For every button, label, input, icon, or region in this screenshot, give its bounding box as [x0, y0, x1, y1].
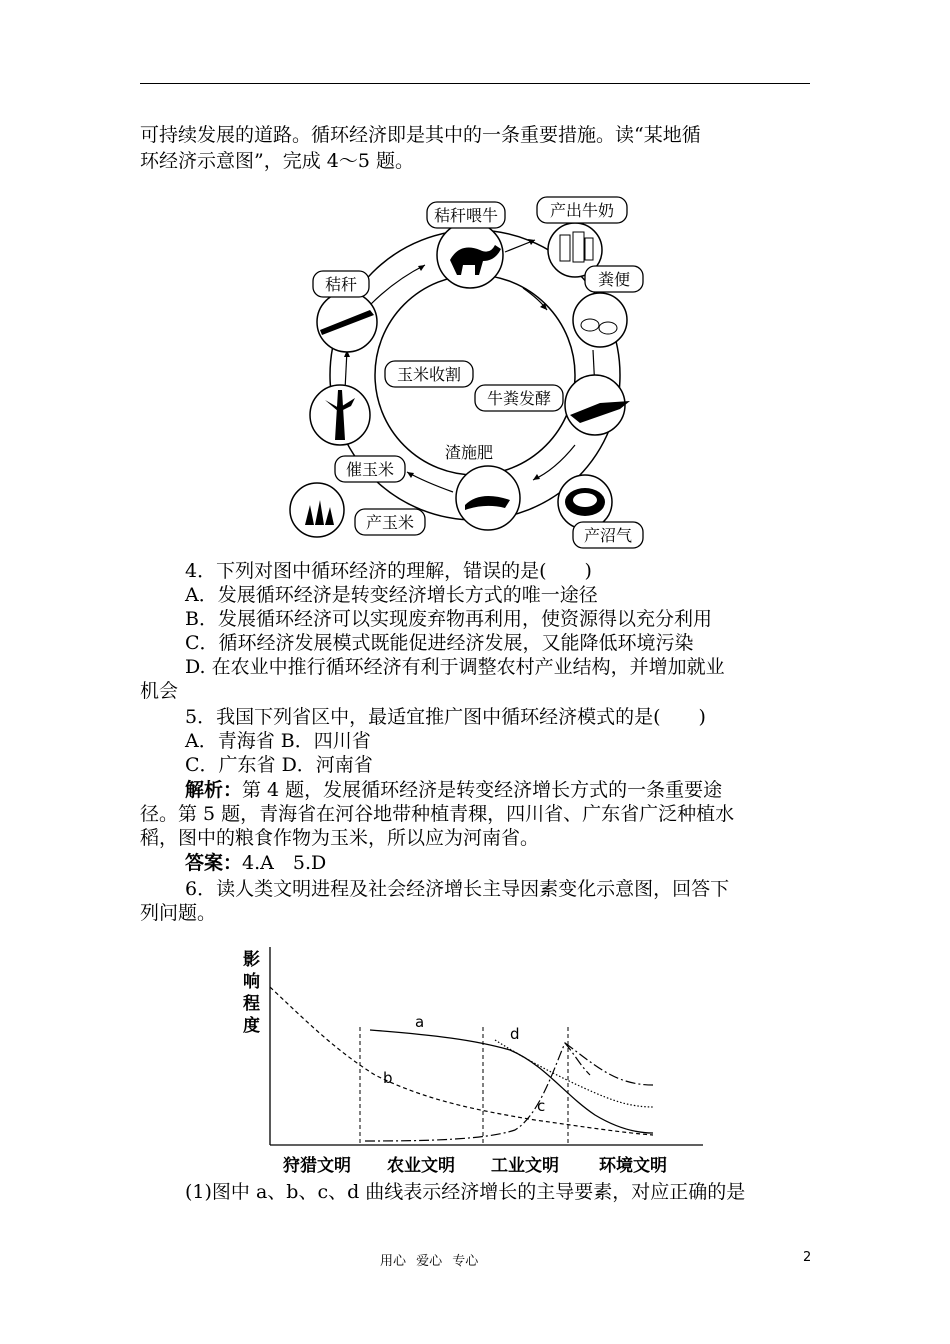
series-a-label: a: [415, 1013, 425, 1031]
answer-label: 答案：: [185, 852, 243, 874]
corn-icon: [290, 483, 344, 537]
label-corn-harvest: [385, 361, 473, 387]
q4-option-d-cont: 机会: [140, 680, 179, 702]
label-ripen-corn: [335, 456, 405, 482]
series-c-line: [365, 1043, 590, 1141]
header-rule: [140, 83, 810, 84]
x-tick-label: 农业文明: [387, 1156, 455, 1176]
y-axis-label: [243, 949, 260, 1036]
analysis-line-3: 稻，图中的粮食作物为玉米，所以应为河南省。: [140, 827, 540, 849]
q4-option-c: C．循环经济发展模式既能促进经济发展，又能降低环境污染: [185, 632, 694, 654]
cycle-diagram: [285, 190, 665, 550]
label-straw-feed-cattle: [427, 202, 505, 228]
q4-option-d: D. 在农业中推行循环经济有利于调整农村产业结构，并增加就业: [185, 656, 725, 678]
series-c-label: c: [537, 1097, 546, 1115]
svg-text:产玉米: 产玉米: [365, 513, 415, 532]
straw-icon: [317, 292, 377, 352]
svg-text:粪便: 粪便: [597, 270, 631, 289]
q5-options-cd: C．广东省 D．河南省: [185, 754, 373, 776]
label-straw: [313, 271, 369, 297]
x-tick-labels: [282, 1155, 667, 1176]
x-tick-label: 环境文明: [599, 1156, 667, 1176]
svg-text:秸秆: 秸秆: [324, 275, 358, 294]
label-produce-biogas: [573, 522, 643, 548]
series-d-label: d: [510, 1025, 520, 1043]
analysis-text-1: 第 4 题，发展循环经济是转变经济增长方式的一条重要途: [242, 779, 723, 801]
q4-option-b: B．发展循环经济可以实现废弃物再利用，使资源得以充分利用: [185, 608, 712, 630]
intro-line-1: 可持续发展的道路。循环经济即是其中的一条重要措施。读“某地循: [140, 124, 701, 146]
series-b-line: [270, 987, 653, 1135]
x-tick-label: 狩猎文明: [283, 1156, 351, 1176]
q6-sub1: (1)图中 a、b、c、d 曲线表示经济增长的主导要素，对应正确的是: [185, 1181, 746, 1203]
svg-text:牛粪发酵: 牛粪发酵: [486, 389, 552, 408]
svg-text:渣施肥: 渣施肥: [444, 443, 494, 462]
page-number: 2: [803, 1250, 812, 1265]
q6-line-1: 6．读人类文明进程及社会经济增长主导因素变化示意图，回答下: [185, 878, 730, 900]
y-axis-label-char: 影: [243, 950, 260, 970]
label-manure: [585, 266, 643, 292]
intro-line-2: 环经济示意图”，完成 4～5 题。: [140, 150, 414, 172]
analysis-line-1: [185, 778, 810, 802]
label-produce-milk: [537, 197, 627, 223]
svg-text:秸秆喂牛: 秸秆喂牛: [433, 206, 499, 225]
q4-option-a: A．发展循环经济是转变经济增长方式的唯一途径: [185, 584, 598, 606]
y-axis-label-char: 程: [243, 994, 260, 1014]
economy-chart: [235, 935, 715, 1180]
svg-text:玉米收割: 玉米收割: [396, 365, 462, 384]
y-axis-label-char: 响: [243, 972, 260, 992]
analysis-line-2: 径。第 5 题，青海省在河谷地带种植青稞，四川省、广东省广泛种植水: [140, 803, 735, 825]
series-b-label: b: [383, 1069, 393, 1087]
series-a-line: [370, 1030, 653, 1133]
corn-plant-icon: [310, 385, 370, 445]
x-tick-label: 工业文明: [491, 1156, 559, 1176]
series-d-line: [495, 1040, 653, 1107]
svg-text:产沼气: 产沼气: [583, 526, 633, 545]
label-residue-fertilizer: [445, 443, 493, 462]
svg-text:产出牛奶: 产出牛奶: [549, 201, 615, 220]
manure-icon: [573, 293, 627, 347]
q6-line-2: 列问题。: [140, 902, 217, 924]
cattle-icon: [437, 222, 503, 288]
fertilizer-icon: [456, 466, 520, 530]
answer-text: 4.A 5.D: [242, 852, 327, 874]
label-manure-fermentation: [475, 385, 563, 411]
q5-options-ab: A．青海省 B．四川省: [185, 730, 371, 752]
label-produce-corn: [355, 509, 425, 535]
series-c-tail: [565, 1043, 653, 1085]
biogas-icon: [558, 475, 612, 529]
footer-text: 用心 爱心 专心: [380, 1254, 479, 1269]
analysis-label: 解析：: [185, 779, 243, 801]
svg-text:催玉米: 催玉米: [345, 460, 395, 479]
y-axis-label-char: 度: [243, 1016, 260, 1036]
q4-stem: 4．下列对图中循环经济的理解，错误的是( ): [185, 560, 592, 582]
answer-line: [185, 851, 810, 875]
q5-stem: 5．我国下列省区中，最适宜推广图中循环经济模式的是( ): [185, 706, 706, 728]
